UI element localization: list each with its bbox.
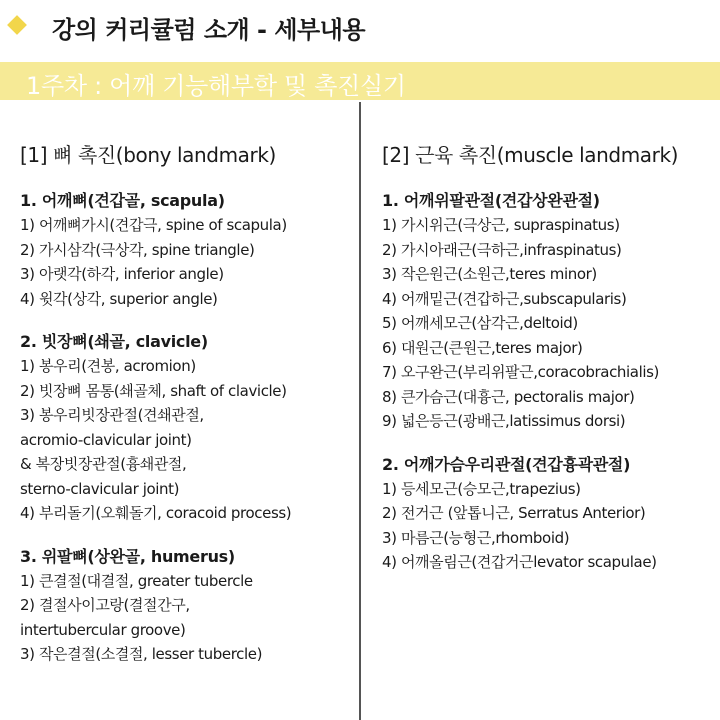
section-title: 1. 어깨위팔관절(견갑상완관절) — [382, 191, 600, 210]
section-scapulothoracic — [382, 452, 712, 575]
list-item: 8) 큰가슴근(대흉근, pectoralis major) — [382, 387, 635, 406]
list-item: 1) 등세모근(승모근,trapezius) — [382, 479, 581, 498]
list-item: 1) 큰결절(대결절, greater tubercle — [20, 571, 253, 590]
page-header — [0, 0, 720, 56]
list-item: 3) 작은결절(소결절, lesser tubercle) — [20, 645, 263, 663]
right-column-heading: [2] 근육 촉진(muscle landmark) — [382, 143, 679, 167]
week-banner — [0, 62, 720, 100]
list-item: 5) 어깨세모근(삼각근,deltoid) — [382, 314, 578, 332]
left-column-heading: [1] 뼈 촉진(bony landmark) — [20, 143, 276, 167]
section-humerus — [20, 544, 350, 667]
list-item: 4) 어깨밑근(견갑하근,subscapularis) — [382, 289, 627, 308]
list-item: 4) 어깨올림근(견갑거근levator scapulae) — [382, 553, 657, 571]
list-item: 2) 빗장뼈 몸통(쇄골체, shaft of clavicle) — [20, 381, 287, 400]
week-banner-text: 1주차 : 어깨 기능해부학 및 촉진실기 — [26, 72, 406, 100]
list-item: 7) 오구완근(부리위팔근,coracobrachialis) — [382, 363, 659, 381]
list-item: & 복장빗장관절(흉쇄관절, — [20, 455, 187, 473]
list-item: 4) 부리돌기(오훼돌기, coracoid process) — [20, 504, 292, 522]
section-scapula — [20, 188, 350, 311]
list-item: 2) 가시아래근(극하근,infraspinatus) — [382, 240, 622, 259]
list-item: 3) 마름근(능형근,rhomboid) — [382, 528, 570, 547]
right-column — [382, 140, 712, 593]
left-column — [20, 140, 350, 685]
list-item: sterno-clavicular joint) — [20, 479, 180, 498]
list-item: 3) 아랫각(하각, inferior angle) — [20, 265, 224, 283]
list-item: 1) 봉우리(견봉, acromion) — [20, 357, 196, 375]
section-title: 1. 어깨뼈(견갑골, scapula) — [20, 191, 225, 210]
diamond-bullet-icon — [7, 15, 27, 35]
list-item: 1) 가시위근(극상근, supraspinatus) — [382, 216, 620, 234]
list-item: 6) 대원근(큰원근,teres major) — [382, 338, 583, 357]
list-item: 4) 윗각(상각, superior angle) — [20, 289, 218, 308]
list-item: 3) 작은원근(소원근,teres minor) — [382, 265, 597, 283]
list-item: 2) 가시삼각(극상각, spine triangle) — [20, 240, 255, 259]
section-clavicle — [20, 329, 350, 526]
list-item: intertubercular groove) — [20, 620, 186, 639]
page-title: 강의 커리큘럼 소개 - 세부내용 — [52, 16, 366, 44]
list-item: 1) 어깨뼈가시(견갑극, spine of scapula) — [20, 216, 287, 234]
section-title: 2. 어깨가슴우리관절(견갑흉곽관절) — [382, 454, 631, 474]
list-item: 3) 봉우리빗장관절(견쇄관절, — [20, 406, 204, 424]
column-divider — [359, 102, 361, 720]
list-item: 2) 결절사이고랑(결절간구, — [20, 596, 190, 614]
section-glenohumeral — [382, 188, 712, 434]
section-title: 3. 위팔뼈(상완골, humerus) — [20, 546, 235, 566]
list-item: 2) 전거근 (앞톱니근, Serratus Anterior) — [382, 504, 646, 522]
list-item: 9) 넓은등근(광배근,latissimus dorsi) — [382, 412, 626, 430]
list-item: acromio-clavicular joint) — [20, 430, 192, 449]
section-title: 2. 빗장뼈(쇄골, clavicle) — [20, 332, 208, 351]
